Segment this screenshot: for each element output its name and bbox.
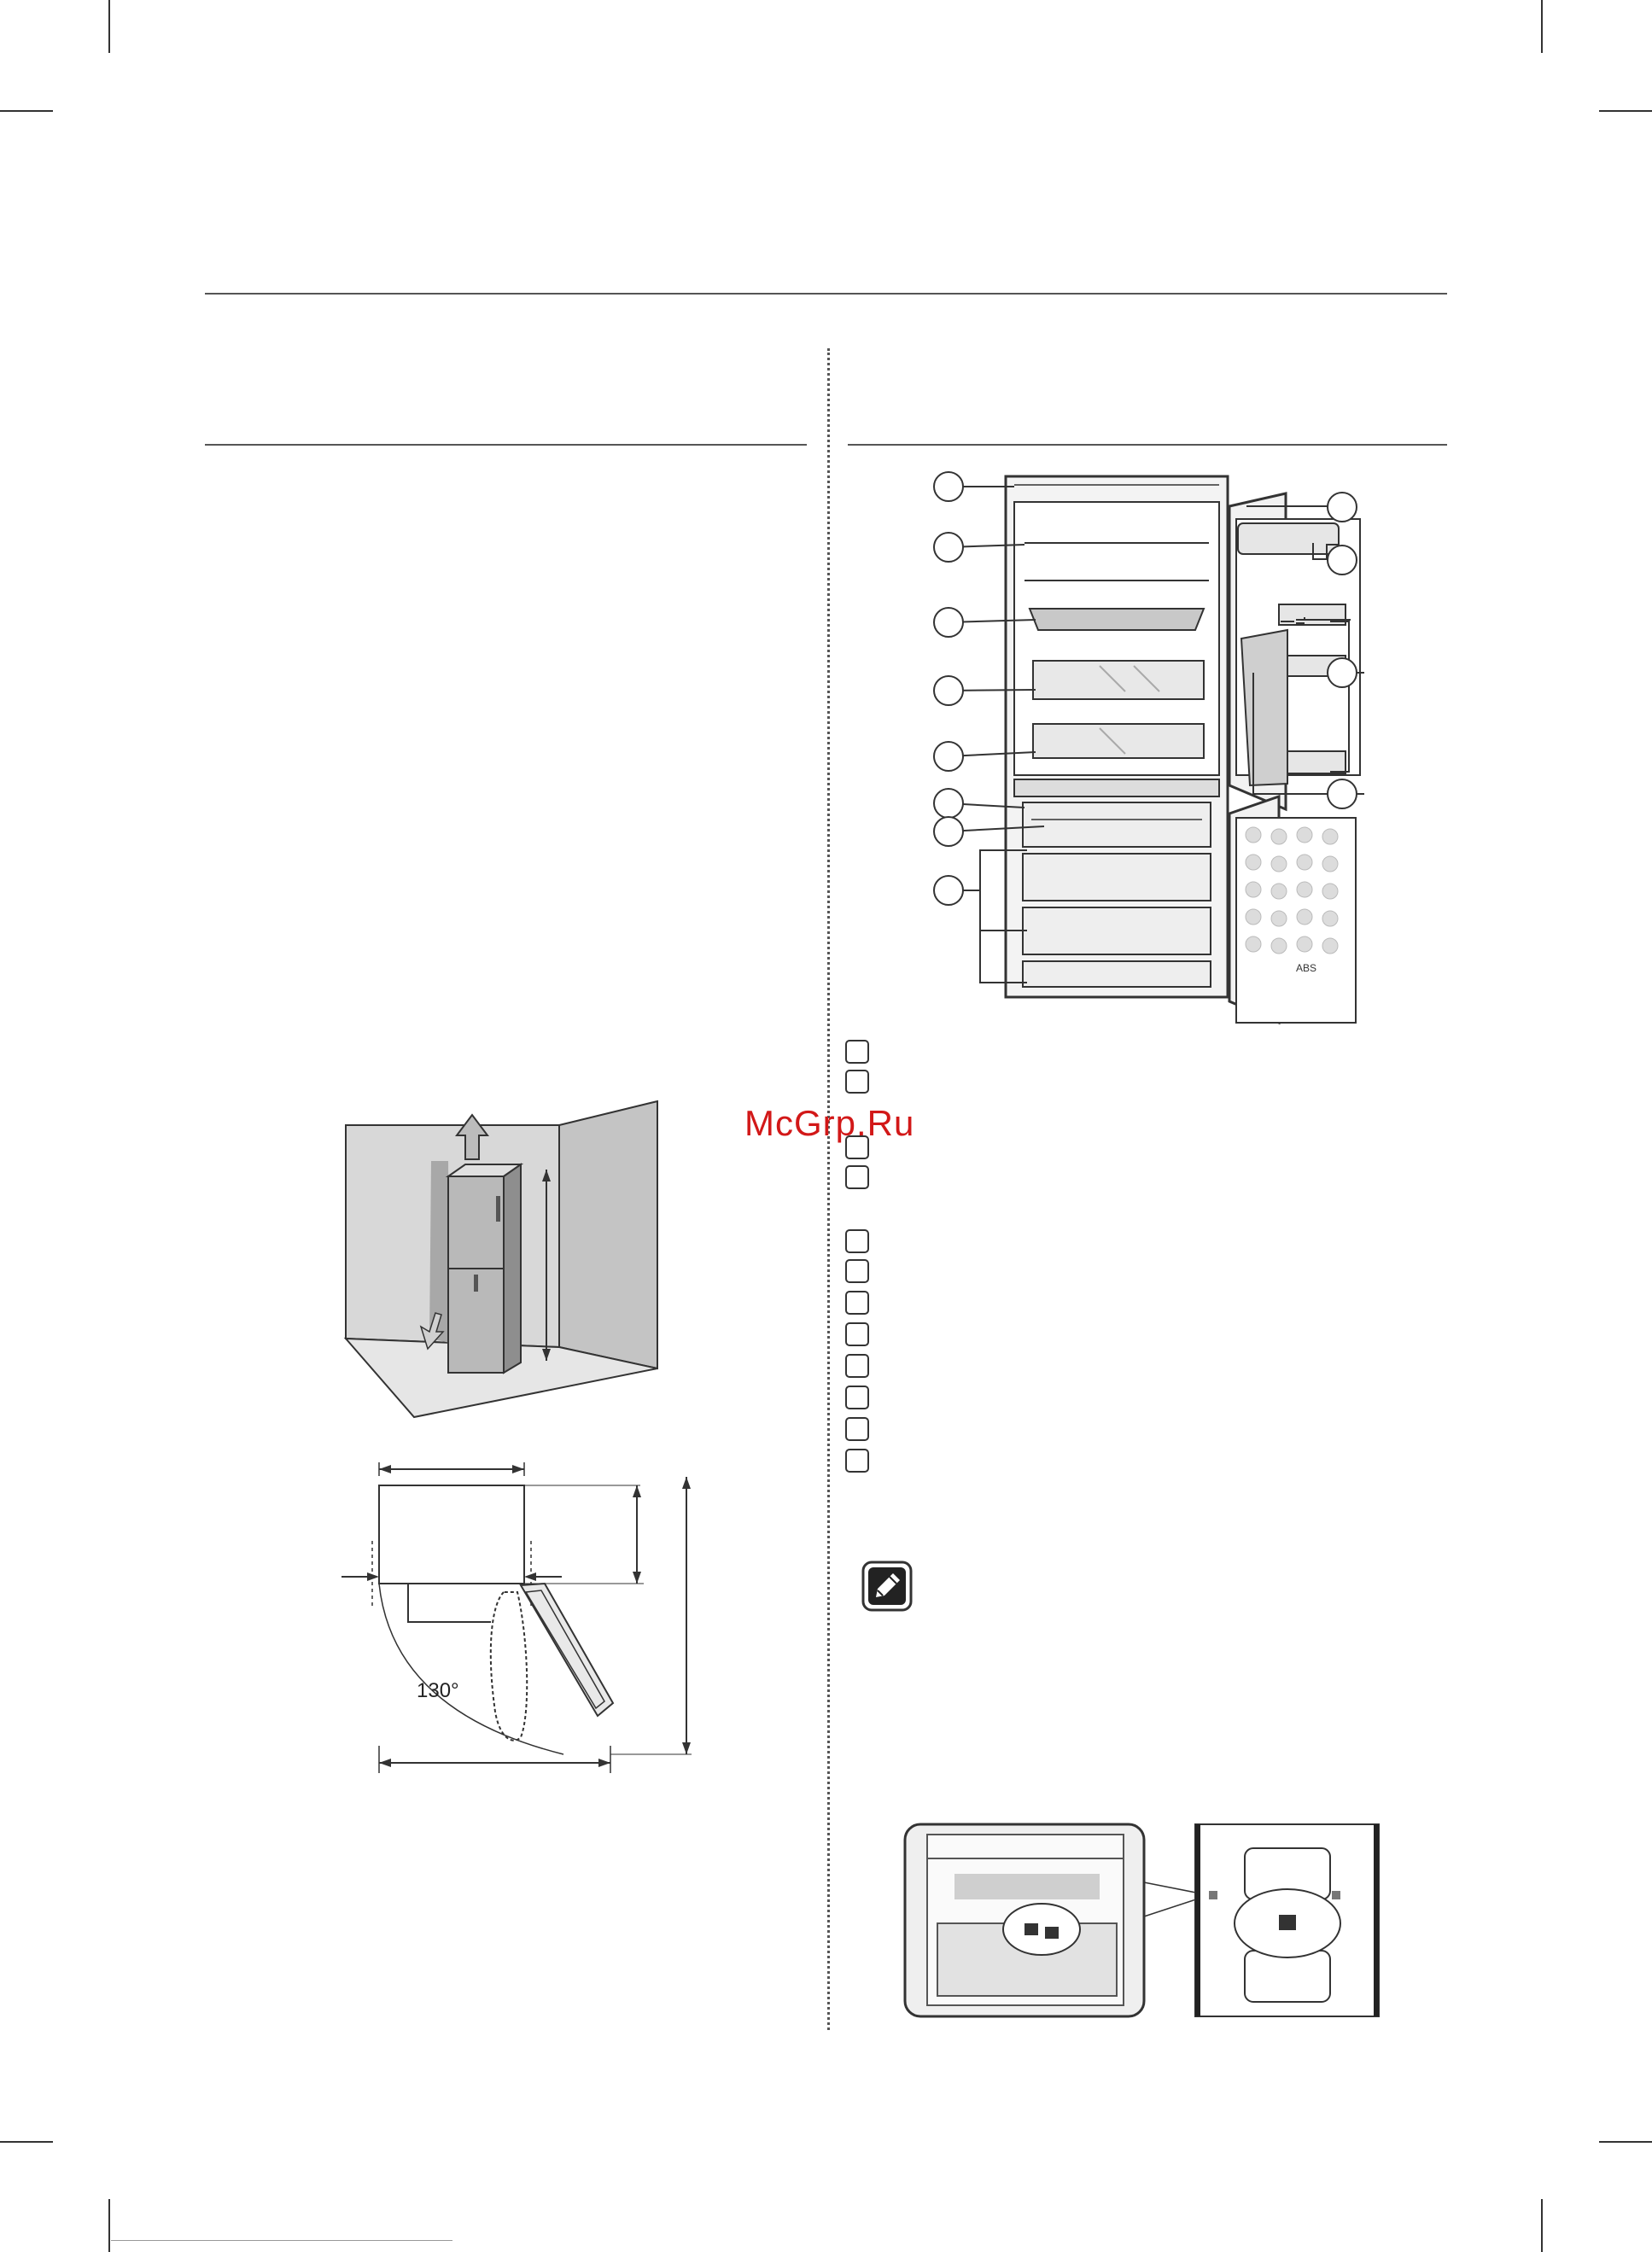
crop-mark bbox=[1599, 2141, 1652, 2143]
legend-number-box bbox=[845, 1322, 869, 1346]
callout-marker bbox=[933, 816, 964, 847]
legend-number-box bbox=[845, 1386, 869, 1409]
left-column-rule bbox=[205, 444, 807, 446]
crop-mark bbox=[0, 110, 53, 112]
watermark: McGrp.Ru bbox=[744, 1103, 915, 1143]
callout-marker bbox=[1327, 492, 1357, 522]
legend-number-box bbox=[845, 1354, 869, 1378]
installation-room-illustration bbox=[337, 1108, 662, 1417]
callout-marker bbox=[933, 875, 964, 906]
callout-marker bbox=[933, 741, 964, 772]
legend-number-box bbox=[845, 1229, 869, 1253]
callout-marker bbox=[933, 532, 964, 563]
crop-mark bbox=[1541, 0, 1543, 53]
fridge-light-illustration bbox=[903, 1823, 1381, 2019]
callout-marker bbox=[933, 788, 964, 819]
abs-badge: ABS bbox=[1296, 962, 1317, 974]
legend-number-box bbox=[845, 1449, 869, 1473]
callout-marker bbox=[933, 471, 964, 502]
footer-rule bbox=[111, 2240, 452, 2241]
legend-number-box bbox=[845, 1417, 869, 1441]
callout-marker bbox=[933, 675, 964, 706]
column-divider bbox=[827, 348, 830, 2030]
header-rule bbox=[205, 293, 1447, 295]
right-column-rule bbox=[848, 444, 1447, 446]
legend-number-box bbox=[845, 1259, 869, 1283]
crop-mark bbox=[1599, 110, 1652, 112]
crop-mark bbox=[0, 2141, 53, 2143]
legend-number-box bbox=[845, 1135, 869, 1159]
fridge-interior-diagram bbox=[929, 468, 1373, 1031]
legend-number-box bbox=[845, 1165, 869, 1189]
note-pencil-icon bbox=[861, 1560, 914, 1613]
crop-mark bbox=[108, 2199, 110, 2252]
legend-number-box bbox=[845, 1040, 869, 1064]
legend-number-box bbox=[845, 1070, 869, 1094]
callout-marker bbox=[1327, 779, 1357, 809]
door-angle-label: 130° bbox=[417, 1679, 459, 1702]
door-clearance-diagram bbox=[341, 1456, 700, 1784]
crop-mark bbox=[108, 0, 110, 53]
callout-marker bbox=[933, 607, 964, 638]
callout-marker bbox=[1327, 545, 1357, 575]
legend-number-box bbox=[845, 1291, 869, 1315]
crop-mark bbox=[1541, 2199, 1543, 2252]
callout-marker bbox=[1327, 657, 1357, 688]
